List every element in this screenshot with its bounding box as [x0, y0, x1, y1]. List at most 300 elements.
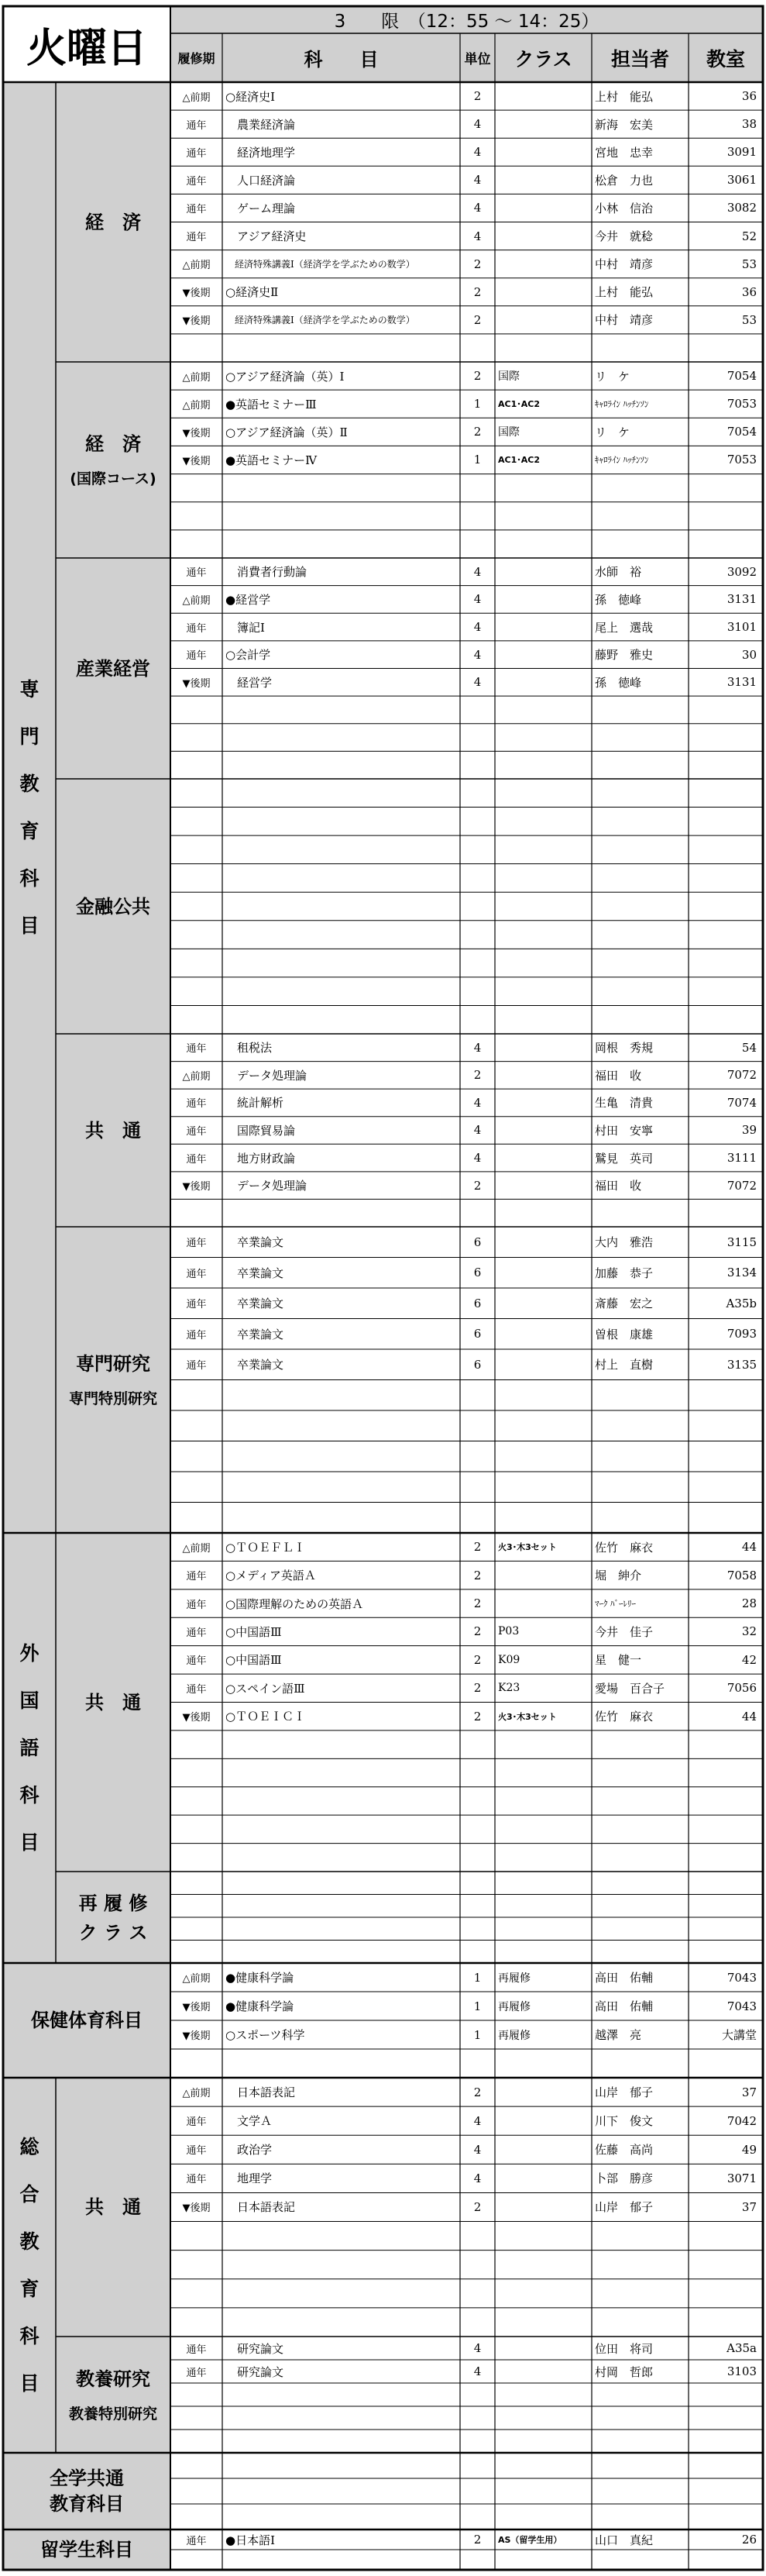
unit-cell [460, 1441, 495, 1472]
room-cell [689, 1895, 763, 1918]
room-cell [689, 751, 763, 779]
room-cell: 大講堂 [721, 2028, 757, 2042]
subject-cell [222, 1815, 460, 1843]
subject-cell: ●英語セミナーⅢ [225, 397, 317, 412]
room-cell [689, 474, 763, 502]
class-cell [495, 1349, 592, 1380]
section-label-char: 外 [19, 1642, 40, 1665]
subject-cell: 卒業論文 [225, 1235, 284, 1250]
unit-cell: 4 [473, 1095, 482, 1110]
teacher-cell: リ ケ [595, 369, 630, 384]
unit-cell: 4 [473, 1123, 482, 1138]
subject-cell [222, 1872, 460, 1895]
term-cell: △前期 [182, 1070, 211, 1083]
room-cell [689, 1380, 763, 1411]
teacher-cell: 岡根 秀規 [595, 1041, 654, 1056]
unit-cell: 2 [473, 1709, 482, 1724]
teacher-cell [592, 1472, 689, 1503]
teacher-cell [592, 1503, 689, 1534]
unit-cell: 1 [473, 1970, 482, 1985]
teacher-cell [592, 1895, 689, 1918]
term-cell [170, 2222, 222, 2251]
teacher-cell: 小林 信治 [595, 201, 654, 215]
teacher-cell [592, 1380, 689, 1411]
unit-cell [460, 2550, 495, 2570]
unit-cell: 4 [473, 1040, 482, 1055]
subject-cell [222, 1941, 460, 1964]
class-cell [495, 613, 592, 641]
subject-cell [222, 977, 460, 1006]
class-cell: 再履修 [498, 2029, 531, 2042]
subject-cell [222, 724, 460, 752]
subject-cell: 簿記Ⅰ [225, 620, 265, 635]
term-cell [170, 474, 222, 502]
room-cell [689, 949, 763, 977]
teacher-cell: 生亀 清貴 [595, 1096, 654, 1111]
term-cell [170, 779, 222, 808]
class-cell [495, 2308, 592, 2337]
subject-cell: 研究論文 [225, 2364, 284, 2379]
term-cell: 通年 [186, 2367, 207, 2379]
room-cell [689, 334, 763, 362]
room-cell: 7054 [726, 425, 757, 439]
subject-cell: 経済地理学 [225, 145, 296, 160]
room-cell: 7054 [726, 369, 757, 384]
unit-cell: 6 [473, 1266, 482, 1280]
term-cell [170, 1844, 222, 1872]
class-cell: AC1･AC2 [498, 399, 540, 410]
room-cell: 52 [741, 229, 757, 243]
unit-cell: 1 [473, 453, 482, 467]
room-cell: 3061 [726, 173, 757, 188]
room-cell: 30 [741, 647, 757, 662]
teacher-cell [592, 949, 689, 977]
class-cell: P03 [498, 1625, 520, 1638]
subject-cell [222, 864, 460, 893]
teacher-cell [592, 2453, 689, 2478]
unit-cell [460, 1503, 495, 1534]
teacher-cell [592, 2049, 689, 2078]
term-cell: △前期 [182, 371, 211, 384]
group-label [56, 2337, 170, 2453]
teacher-cell: 高田 佑輔 [595, 1999, 654, 2013]
section-label-line: 全学共通 [50, 2467, 124, 2489]
class-cell [495, 1503, 592, 1534]
teacher-cell: 山岸 郁子 [595, 2200, 654, 2215]
class-cell [495, 1561, 592, 1589]
room-cell [689, 779, 763, 808]
teacher-cell: 宮地 忠幸 [595, 145, 654, 160]
term-cell [170, 1731, 222, 1758]
subject-cell [222, 2453, 460, 2478]
subject-cell [222, 2504, 460, 2530]
group-label-main: 専門研究 [76, 1353, 150, 1375]
room-cell [689, 921, 763, 949]
term-cell: 通年 [186, 1238, 207, 1250]
term-cell: 通年 [186, 1627, 207, 1639]
class-cell [495, 2550, 592, 2570]
room-cell: 36 [741, 284, 757, 299]
subject-cell: 租税法 [225, 1041, 273, 1056]
unit-cell [460, 1731, 495, 1758]
term-cell: ▼後期 [182, 1712, 211, 1724]
term-cell [170, 835, 222, 864]
room-cell: 36 [741, 89, 757, 104]
group-label [56, 1227, 170, 1533]
unit-cell: 4 [473, 2171, 482, 2185]
subject-cell [222, 530, 460, 558]
class-cell: AS（留学生用） [498, 2535, 562, 2545]
section-label-char: 科 [19, 1784, 40, 1806]
room-cell [689, 1441, 763, 1472]
unit-cell [460, 2049, 495, 2078]
term-cell [170, 864, 222, 893]
unit-cell: 2 [473, 89, 482, 104]
unit-cell [460, 2430, 495, 2453]
teacher-cell: ｷｬﾛﾗｲﾝ ﾊｯﾁﾝｿﾝ [595, 399, 649, 410]
room-cell: 3134 [726, 1266, 757, 1280]
term-cell [170, 2049, 222, 2078]
room-cell [689, 2550, 763, 2570]
room-cell [689, 1917, 763, 1941]
term-cell: ▼後期 [182, 2002, 211, 2013]
section-label [3, 2453, 170, 2530]
teacher-cell [592, 334, 689, 362]
teacher-cell: 中村 靖彦 [595, 257, 654, 272]
teacher-cell: 斎藤 宏之 [595, 1297, 654, 1311]
class-cell [495, 724, 592, 752]
teacher-cell [592, 751, 689, 779]
room-cell: 7043 [726, 1970, 757, 1985]
teacher-cell [592, 696, 689, 724]
room-cell: 32 [741, 1624, 757, 1639]
term-cell [170, 724, 222, 752]
term-cell [170, 1787, 222, 1815]
room-cell [689, 1199, 763, 1227]
term-cell [170, 1917, 222, 1941]
subject-cell: ○スペイン語Ⅲ [225, 1681, 305, 1696]
term-cell [170, 2453, 222, 2478]
room-cell: 7072 [726, 1068, 757, 1083]
subject-cell [222, 2308, 460, 2337]
unit-cell: 4 [473, 2364, 482, 2378]
subject-cell: ●健康科学論 [225, 1971, 294, 1985]
room-cell [689, 2504, 763, 2530]
section-label-char: 育 [19, 2278, 40, 2300]
term-cell [170, 2251, 222, 2279]
unit-cell [460, 2222, 495, 2251]
term-cell: 通年 [186, 1125, 207, 1138]
unit-cell: 2 [473, 1540, 482, 1555]
class-cell [495, 2049, 592, 2078]
term-cell [170, 2406, 222, 2430]
teacher-cell [592, 892, 689, 921]
teacher-cell [592, 502, 689, 530]
teacher-cell: 上村 能弘 [595, 89, 654, 104]
term-cell: △前期 [182, 2088, 211, 2100]
class-cell [495, 1144, 592, 1172]
term-cell: 通年 [186, 175, 207, 188]
subject-cell: 卒業論文 [225, 1297, 284, 1311]
term-cell: 通年 [186, 147, 207, 160]
term-cell [170, 1758, 222, 1786]
term-cell: ▼後期 [182, 315, 211, 328]
term-cell: ▼後期 [182, 2202, 211, 2215]
section-label-char: 目 [19, 914, 40, 937]
group-label-sub: ク ラ ス [78, 1921, 148, 1944]
teacher-cell: 高田 佑輔 [595, 1971, 654, 1985]
teacher-cell [592, 2550, 689, 2570]
subject-cell [222, 2550, 460, 2570]
unit-cell: 2 [473, 1568, 482, 1582]
term-cell: 通年 [186, 2116, 207, 2129]
col-header-room: 教室 [706, 47, 745, 71]
unit-cell [460, 835, 495, 864]
section-label [3, 1533, 56, 1963]
teacher-cell [592, 2308, 689, 2337]
term-cell: 通年 [186, 1655, 207, 1668]
class-cell [495, 1872, 592, 1895]
term-cell [170, 334, 222, 362]
subject-cell [222, 1380, 460, 1411]
class-cell [495, 2135, 592, 2164]
subject-cell: ○経済史Ⅱ [225, 285, 279, 300]
term-cell [170, 949, 222, 977]
class-cell [495, 110, 592, 138]
section-label: 保健体育科目 [31, 2009, 143, 2031]
unit-cell: 4 [473, 201, 482, 215]
term-cell: △前期 [182, 594, 211, 607]
term-cell: 通年 [186, 2145, 207, 2158]
subject-cell: ○アジア経済論（英）Ⅱ [225, 425, 348, 439]
group-label [56, 1872, 170, 1963]
unit-cell: 4 [473, 2142, 482, 2157]
unit-cell [460, 1472, 495, 1503]
room-cell: 3091 [726, 145, 757, 160]
class-cell [495, 194, 592, 222]
subject-cell [222, 1503, 460, 1534]
room-cell: 7053 [726, 397, 757, 412]
class-cell [495, 1917, 592, 1941]
subject-cell: 卒業論文 [225, 1358, 284, 1372]
term-cell: 通年 [186, 650, 207, 663]
teacher-cell [592, 2430, 689, 2453]
group-label [56, 1533, 170, 1872]
subject-cell: ●健康科学論 [225, 1999, 294, 2013]
subject-cell: ○中国語Ⅲ [225, 1653, 282, 1668]
unit-cell: 4 [473, 145, 482, 160]
teacher-cell: 星 健一 [595, 1653, 642, 1668]
class-cell [495, 2192, 592, 2221]
section-label-char: 門 [19, 725, 40, 748]
class-cell [495, 1589, 592, 1617]
unit-cell [460, 334, 495, 362]
teacher-cell [592, 2504, 689, 2530]
subject-cell: ○スポーツ科学 [225, 2028, 305, 2042]
room-cell: 3131 [726, 675, 757, 690]
unit-cell [460, 2251, 495, 2279]
teacher-cell [592, 1731, 689, 1758]
subject-cell [222, 835, 460, 864]
subject-cell: 人口経済論 [225, 173, 296, 188]
unit-cell [460, 892, 495, 921]
unit-cell [460, 2308, 495, 2337]
class-cell [495, 1227, 592, 1258]
term-cell: 通年 [186, 567, 207, 580]
room-cell [689, 1787, 763, 1815]
class-cell [495, 779, 592, 808]
teacher-cell [592, 2251, 689, 2279]
class-cell [495, 306, 592, 334]
subject-cell [222, 1895, 460, 1918]
class-cell [495, 334, 592, 362]
teacher-cell: 堀 紳介 [595, 1569, 642, 1583]
term-cell: 通年 [186, 1299, 207, 1311]
group-label-main: 経 済 [85, 433, 141, 455]
day-title: 火曜日 [26, 25, 147, 72]
unit-cell: 4 [473, 2341, 482, 2355]
class-cell [495, 1172, 592, 1200]
term-cell: △前期 [182, 260, 211, 272]
unit-cell [460, 1380, 495, 1411]
room-cell [689, 977, 763, 1006]
term-cell: 通年 [186, 232, 207, 244]
room-cell [689, 2406, 763, 2430]
unit-cell: 1 [473, 1999, 482, 2013]
teacher-cell: 新海 宏美 [595, 117, 654, 132]
term-cell: 通年 [186, 1329, 207, 1341]
room-cell: 44 [741, 1709, 757, 1724]
term-cell [170, 2478, 222, 2504]
section-label-char: 教 [19, 773, 40, 795]
section-label-char: 専 [19, 678, 40, 701]
class-cell [495, 696, 592, 724]
teacher-cell [592, 835, 689, 864]
class-cell [495, 1941, 592, 1964]
room-cell: 7093 [726, 1327, 757, 1341]
room-cell: 3103 [726, 2364, 757, 2378]
unit-cell [460, 696, 495, 724]
teacher-cell: 上村 能弘 [595, 285, 654, 300]
group-label-main: 共 通 [85, 1691, 141, 1713]
class-cell [495, 669, 592, 697]
room-cell: 7074 [726, 1095, 757, 1110]
teacher-cell [592, 2383, 689, 2406]
teacher-cell: 佐藤 高尚 [595, 2143, 654, 2158]
unit-cell: 2 [473, 425, 482, 439]
term-cell [170, 530, 222, 558]
teacher-cell: 鷲見 英司 [595, 1151, 654, 1166]
subject-cell [222, 2430, 460, 2453]
subject-cell [222, 2251, 460, 2279]
term-cell: ▼後期 [182, 288, 211, 300]
room-cell: 3101 [726, 620, 757, 635]
group-label [56, 82, 170, 362]
class-cell [495, 1089, 592, 1117]
subject-cell: ●英語セミナーⅣ [225, 453, 318, 467]
unit-cell [460, 2279, 495, 2308]
class-cell [495, 1844, 592, 1872]
teacher-cell [592, 1758, 689, 1786]
room-cell: 38 [741, 117, 757, 132]
teacher-cell: ﾏｰｸ ﾊﾞｰﾚﾘｰ [595, 1599, 636, 1610]
unit-cell [460, 502, 495, 530]
unit-cell: 2 [473, 284, 482, 299]
unit-cell: 2 [473, 2085, 482, 2099]
unit-cell: 2 [473, 2533, 482, 2547]
unit-cell [460, 2478, 495, 2504]
col-header-teacher: 担当者 [610, 47, 669, 71]
room-cell: 37 [741, 2199, 757, 2214]
class-cell [495, 558, 592, 586]
term-cell: 通年 [186, 1043, 207, 1056]
room-cell: A35b [726, 1296, 757, 1310]
class-cell [495, 2222, 592, 2251]
subject-cell: 研究論文 [225, 2341, 284, 2356]
room-cell [689, 1758, 763, 1786]
class-cell [495, 530, 592, 558]
class-cell [495, 2078, 592, 2106]
term-cell [170, 1472, 222, 1503]
class-cell [495, 2453, 592, 2478]
class-cell [495, 138, 592, 166]
section-label-char: 語 [19, 1737, 40, 1759]
class-cell: 国際 [498, 426, 520, 439]
room-cell: 49 [741, 2142, 757, 2157]
room-cell: 3131 [726, 592, 757, 607]
group-label [56, 1034, 170, 1227]
teacher-cell: 松倉 力也 [595, 173, 654, 188]
term-cell [170, 1872, 222, 1895]
room-cell: 7056 [726, 1681, 757, 1696]
term-cell [170, 2504, 222, 2530]
teacher-cell: 佐竹 麻衣 [595, 1710, 654, 1724]
teacher-cell: 大内 雅浩 [595, 1235, 654, 1250]
teacher-cell: リ ケ [595, 425, 630, 439]
group-label [56, 558, 170, 779]
subject-cell: 文学Ａ [225, 2114, 273, 2129]
unit-cell [460, 1758, 495, 1786]
class-cell: 国際 [498, 370, 520, 384]
teacher-cell: 曽根 康雄 [595, 1327, 654, 1341]
subject-cell [222, 808, 460, 836]
room-cell [689, 1872, 763, 1895]
group-label-main: 経 済 [85, 211, 141, 233]
room-cell: 3135 [726, 1357, 757, 1372]
term-cell [170, 2308, 222, 2337]
subject-cell [222, 1787, 460, 1815]
room-cell: 7053 [726, 453, 757, 467]
room-cell: 7058 [726, 1568, 757, 1582]
class-cell [495, 1380, 592, 1411]
class-cell [495, 921, 592, 949]
class-cell [495, 892, 592, 921]
term-cell: 通年 [186, 622, 207, 635]
room-cell [689, 724, 763, 752]
room-cell [689, 2222, 763, 2251]
class-cell [495, 2478, 592, 2504]
class-cell [495, 1815, 592, 1843]
room-cell [689, 2478, 763, 2504]
room-cell: 3092 [726, 564, 757, 579]
teacher-cell: 佐竹 麻衣 [595, 1540, 654, 1555]
class-cell: K09 [498, 1653, 520, 1666]
term-cell: ▼後期 [182, 2030, 211, 2042]
section-label: 留学生科目 [40, 2538, 133, 2561]
unit-cell: 6 [473, 1357, 482, 1372]
class-cell [495, 1199, 592, 1227]
teacher-cell: 村岡 哲郎 [595, 2364, 654, 2379]
